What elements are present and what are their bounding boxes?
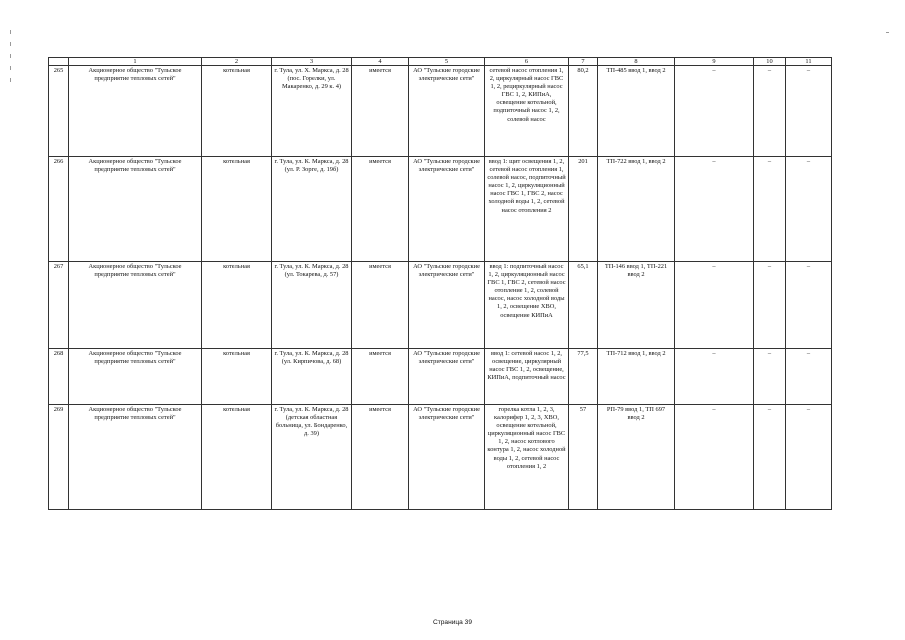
table-row <box>49 157 832 262</box>
availability-cell: имеется <box>352 349 409 405</box>
network-org-cell: АО "Тульские городские электрические сети" <box>409 157 485 262</box>
substation-cell: ТП-722 ввод 1, ввод 2 <box>598 157 675 262</box>
network-org-cell: АО "Тульские городские электрические сети" <box>409 349 485 405</box>
col10-cell: – <box>754 349 786 405</box>
col9-cell: – <box>675 157 754 262</box>
availability-cell: имеется <box>352 405 409 510</box>
power-cell: 77,5 <box>569 349 598 405</box>
col9-cell: – <box>675 349 754 405</box>
margin-mark <box>10 54 11 58</box>
header-cell: 9 <box>675 58 754 66</box>
equipment-cell: горелка котла 1, 2, 3, калорифер 1, 2, 3, ХВО, освещение котельной, циркуляционный насос ГВС 1, 2, насос котлового контура 1, 2, насос холодной воды 1, 2, сетевой насос отопления 1, 2 <box>485 405 569 510</box>
substation-cell: ТП-146 ввод 1, ТП-221 ввод 2 <box>598 262 675 349</box>
col11-cell: – <box>786 262 832 349</box>
col11-cell: – <box>786 349 832 405</box>
col10-cell: – <box>754 405 786 510</box>
network-org-cell: АО "Тульские городские электрические сети" <box>409 66 485 157</box>
margin-mark <box>10 66 11 70</box>
organization-cell: Акционерное общество "Тульское предприятие тепловых сетей" <box>69 157 202 262</box>
power-cell: 65,1 <box>569 262 598 349</box>
header-cell: 10 <box>754 58 786 66</box>
col11-cell: – <box>786 405 832 510</box>
organization-cell: Акционерное общество "Тульское предприятие тепловых сетей" <box>69 405 202 510</box>
equipment-cell: ввод 1: подпиточный насос 1, 2, циркуляционный насос ГВС 1, ГВС 2, сетевой насос отопление 1, 2, солевой насос, насос холодной воды 1, 2, освещение ХВО, освещение КИПиА <box>485 262 569 349</box>
power-cell: 80,2 <box>569 66 598 157</box>
row-number: 266 <box>49 157 69 262</box>
object-type-cell: котельная <box>202 157 272 262</box>
table-row <box>49 66 832 157</box>
organization-cell: Акционерное общество "Тульское предприятие тепловых сетей" <box>69 349 202 405</box>
header-cell: 5 <box>409 58 485 66</box>
col11-cell: – <box>786 66 832 157</box>
address-cell: г. Тула, ул. К. Маркса, д. 28 (ул. Токарева, д. 57) <box>272 262 352 349</box>
equipment-cell: ввод 1: щит освещения 1, 2, сетевой насос отопления 1, солевой насос, подпиточный насос 1, 2, циркуляционный насос ГВС 1, ГВС 2, насос холодной воды 1, 2, сетевой насос отопления 2 <box>485 157 569 262</box>
address-cell: г. Тула, ул. К. Маркса, д. 28 (ул. Кирпичова, д. 68) <box>272 349 352 405</box>
availability-cell: имеется <box>352 66 409 157</box>
address-cell: г. Тула, ул. Х. Маркса, д. 28 (пос. Горелки, ул. Макаренко, д. 29 к. 4) <box>272 66 352 157</box>
object-type-cell: котельная <box>202 66 272 157</box>
table-row <box>49 262 832 349</box>
organization-cell: Акционерное общество "Тульское предприятие тепловых сетей" <box>69 66 202 157</box>
table-row <box>49 349 832 405</box>
network-org-cell: АО "Тульские городские электрические сети" <box>409 262 485 349</box>
substation-cell: ТП-712 ввод 1, ввод 2 <box>598 349 675 405</box>
header-cell <box>49 58 69 66</box>
header-cell: 6 <box>485 58 569 66</box>
margin-mark <box>10 30 11 34</box>
data-table <box>48 57 832 510</box>
substation-cell: ТП-485 ввод 1, ввод 2 <box>598 66 675 157</box>
page-number: Страница 39 <box>432 619 473 626</box>
col10-cell: – <box>754 157 786 262</box>
header-cell: 8 <box>598 58 675 66</box>
object-type-cell: котельная <box>202 349 272 405</box>
header-cell: 7 <box>569 58 598 66</box>
col9-cell: – <box>675 405 754 510</box>
table-row <box>49 405 832 510</box>
col9-cell: – <box>675 262 754 349</box>
header-cell: 4 <box>352 58 409 66</box>
margin-mark <box>10 42 11 46</box>
availability-cell: имеется <box>352 262 409 349</box>
header-cell: 1 <box>69 58 202 66</box>
col9-cell: – <box>675 66 754 157</box>
equipment-cell: сетевой насос отопления 1, 2, циркулярный насос ГВС 1, 2, рециркулярный насос ГВС 1, 2, КИПиА, освещение котельной, подпиточный насос 1, 2, солевой насос <box>485 66 569 157</box>
row-number: 269 <box>49 405 69 510</box>
power-cell: 201 <box>569 157 598 262</box>
address-cell: г. Тула, ул. К. Маркса, д. 28 (ул. Р. Зорге, д. 19б) <box>272 157 352 262</box>
address-cell: г. Тула, ул. К. Маркса, д. 28 (детская областная больница, ул. Бондаренко, д. 39) <box>272 405 352 510</box>
equipment-cell: ввод 1: сетевой насос 1, 2, освещение, циркулярный насос ГВС 1, 2, освещение, КИПиА, подпиточный насос <box>485 349 569 405</box>
object-type-cell: котельная <box>202 262 272 349</box>
row-number: 268 <box>49 349 69 405</box>
margin-mark <box>10 78 11 82</box>
power-cell: 57 <box>569 405 598 510</box>
organization-cell: Акционерное общество "Тульское предприятие тепловых сетей" <box>69 262 202 349</box>
substation-cell: РП-79 ввод 1, ТП 697 ввод 2 <box>598 405 675 510</box>
availability-cell: имеется <box>352 157 409 262</box>
col11-cell: – <box>786 157 832 262</box>
row-number: 267 <box>49 262 69 349</box>
object-type-cell: котельная <box>202 405 272 510</box>
corner-mark <box>886 32 889 33</box>
network-org-cell: АО "Тульские городские электрические сети" <box>409 405 485 510</box>
row-number: 265 <box>49 66 69 157</box>
col10-cell: – <box>754 262 786 349</box>
header-row <box>49 58 832 66</box>
col10-cell: – <box>754 66 786 157</box>
header-cell: 11 <box>786 58 832 66</box>
header-cell: 3 <box>272 58 352 66</box>
header-cell: 2 <box>202 58 272 66</box>
